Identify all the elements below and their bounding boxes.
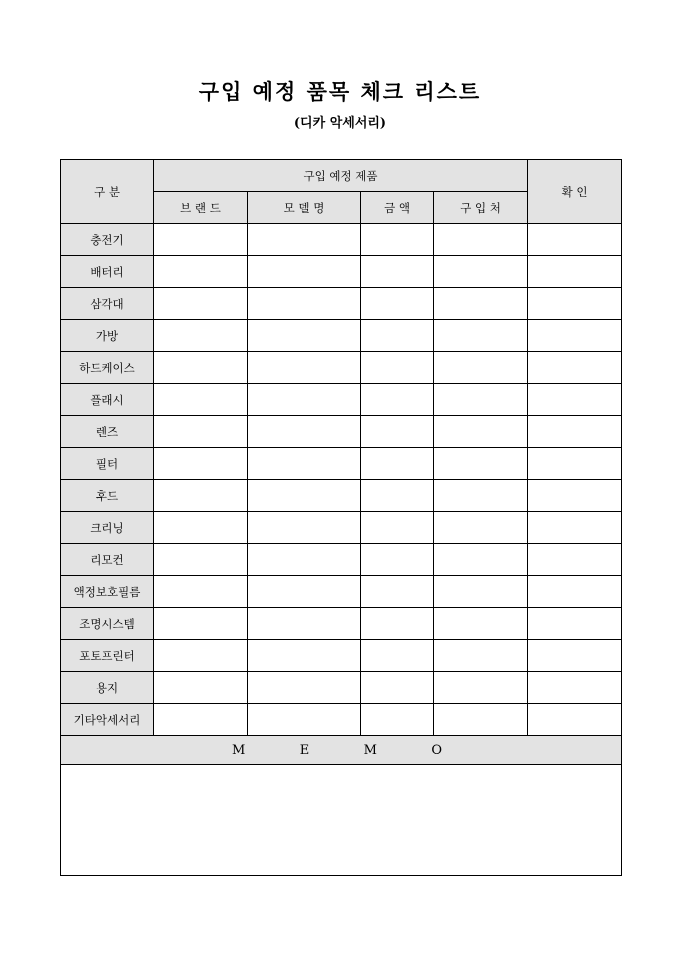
row-label: 크리닝 (61, 512, 154, 544)
model-cell[interactable] (248, 416, 361, 448)
table-row (61, 320, 622, 352)
store-cell[interactable] (434, 672, 528, 704)
brand-cell[interactable] (154, 224, 248, 256)
price-cell[interactable] (361, 288, 434, 320)
confirm-cell[interactable] (528, 224, 622, 256)
brand-cell[interactable] (154, 320, 248, 352)
brand-cell[interactable] (154, 416, 248, 448)
price-cell[interactable] (361, 352, 434, 384)
model-cell[interactable] (248, 384, 361, 416)
row-label: 가방 (61, 320, 154, 352)
group-header: 구입 예정 제품 (154, 160, 528, 192)
row-label: 렌즈 (61, 416, 154, 448)
brand-cell[interactable] (154, 544, 248, 576)
memo-letter: O (431, 742, 442, 758)
table-row (61, 448, 622, 480)
row-label: 액정보호필름 (61, 576, 154, 608)
brand-cell[interactable] (154, 512, 248, 544)
brand-cell[interactable] (154, 608, 248, 640)
memo-area[interactable] (61, 765, 622, 876)
confirm-cell[interactable] (528, 416, 622, 448)
price-cell[interactable] (361, 640, 434, 672)
column-header-brand: 브 랜 드 (154, 192, 248, 224)
table-row (61, 256, 622, 288)
confirm-cell[interactable] (528, 288, 622, 320)
table-row (61, 480, 622, 512)
confirm-cell[interactable] (528, 640, 622, 672)
table-row (61, 512, 622, 544)
model-cell[interactable] (248, 352, 361, 384)
price-cell[interactable] (361, 544, 434, 576)
price-cell[interactable] (361, 320, 434, 352)
confirm-cell[interactable] (528, 576, 622, 608)
store-cell[interactable] (434, 448, 528, 480)
confirm-cell[interactable] (528, 320, 622, 352)
brand-cell[interactable] (154, 640, 248, 672)
model-cell[interactable] (248, 480, 361, 512)
brand-cell[interactable] (154, 384, 248, 416)
row-label: 충전기 (61, 224, 154, 256)
store-cell[interactable] (434, 288, 528, 320)
memo-header (61, 736, 622, 765)
model-cell[interactable] (248, 320, 361, 352)
store-cell[interactable] (434, 384, 528, 416)
table-row (61, 704, 622, 736)
model-cell[interactable] (248, 224, 361, 256)
store-cell[interactable] (434, 416, 528, 448)
page-title: 구입 예정 품목 체크 리스트 (198, 79, 482, 104)
brand-cell[interactable] (154, 256, 248, 288)
price-cell[interactable] (361, 256, 434, 288)
table-row (61, 640, 622, 672)
table-row (61, 672, 622, 704)
confirm-cell[interactable] (528, 672, 622, 704)
row-label: 배터리 (61, 256, 154, 288)
memo-letter: M (232, 742, 246, 758)
confirm-cell[interactable] (528, 544, 622, 576)
confirm-cell[interactable] (528, 384, 622, 416)
confirm-cell[interactable] (528, 704, 622, 736)
table-row (61, 544, 622, 576)
price-cell[interactable] (361, 704, 434, 736)
model-cell[interactable] (248, 544, 361, 576)
row-label: 플래시 (61, 384, 154, 416)
row-label: 하드케이스 (61, 352, 154, 384)
brand-cell[interactable] (154, 288, 248, 320)
row-label: 용지 (61, 672, 154, 704)
model-cell[interactable] (248, 448, 361, 480)
price-cell[interactable] (361, 576, 434, 608)
model-cell[interactable] (248, 704, 361, 736)
model-cell[interactable] (248, 256, 361, 288)
store-cell[interactable] (434, 640, 528, 672)
memo-letter: M (363, 742, 377, 758)
brand-cell[interactable] (154, 352, 248, 384)
row-label: 필터 (61, 448, 154, 480)
table-row (61, 288, 622, 320)
price-cell[interactable] (361, 512, 434, 544)
model-cell[interactable] (248, 576, 361, 608)
price-cell[interactable] (361, 672, 434, 704)
confirm-cell[interactable] (528, 448, 622, 480)
column-header-store: 구 입 처 (434, 192, 528, 224)
brand-cell[interactable] (154, 448, 248, 480)
row-label: 포토프린터 (61, 640, 154, 672)
column-header-price: 금 액 (361, 192, 434, 224)
model-cell[interactable] (248, 512, 361, 544)
store-cell[interactable] (434, 256, 528, 288)
row-label: 후드 (61, 480, 154, 512)
price-cell[interactable] (361, 416, 434, 448)
confirm-cell[interactable] (528, 256, 622, 288)
store-cell[interactable] (434, 224, 528, 256)
store-cell[interactable] (434, 704, 528, 736)
confirm-cell[interactable] (528, 480, 622, 512)
confirm-cell[interactable] (528, 608, 622, 640)
model-cell[interactable] (248, 288, 361, 320)
store-cell[interactable] (434, 352, 528, 384)
confirm-cell[interactable] (528, 352, 622, 384)
store-cell[interactable] (434, 512, 528, 544)
store-cell[interactable] (434, 576, 528, 608)
model-cell[interactable] (248, 640, 361, 672)
store-cell[interactable] (434, 320, 528, 352)
table-body (61, 224, 622, 736)
price-cell[interactable] (361, 448, 434, 480)
table-row (61, 224, 622, 256)
table-row (61, 384, 622, 416)
table-row (61, 416, 622, 448)
page-subtitle: (디카 악세서리) (293, 116, 387, 131)
brand-cell[interactable] (154, 480, 248, 512)
row-label: 기타악세서리 (61, 704, 154, 736)
row-label: 조명시스템 (61, 608, 154, 640)
confirm-cell[interactable] (528, 512, 622, 544)
column-header-model: 모 델 명 (248, 192, 361, 224)
category-header: 구 분 (61, 160, 154, 224)
memo-letter: E (299, 742, 310, 758)
store-cell[interactable] (434, 608, 528, 640)
store-cell[interactable] (434, 480, 528, 512)
table-row (61, 352, 622, 384)
brand-cell[interactable] (154, 576, 248, 608)
store-cell[interactable] (434, 544, 528, 576)
price-cell[interactable] (361, 224, 434, 256)
model-cell[interactable] (248, 672, 361, 704)
checklist-table (60, 159, 622, 876)
confirm-header: 확 인 (528, 160, 622, 224)
price-cell[interactable] (361, 384, 434, 416)
price-cell[interactable] (361, 608, 434, 640)
table-row (61, 608, 622, 640)
row-label: 리모컨 (61, 544, 154, 576)
model-cell[interactable] (248, 608, 361, 640)
row-label: 삼각대 (61, 288, 154, 320)
price-cell[interactable] (361, 480, 434, 512)
table-row (61, 576, 622, 608)
brand-cell[interactable] (154, 672, 248, 704)
brand-cell[interactable] (154, 704, 248, 736)
